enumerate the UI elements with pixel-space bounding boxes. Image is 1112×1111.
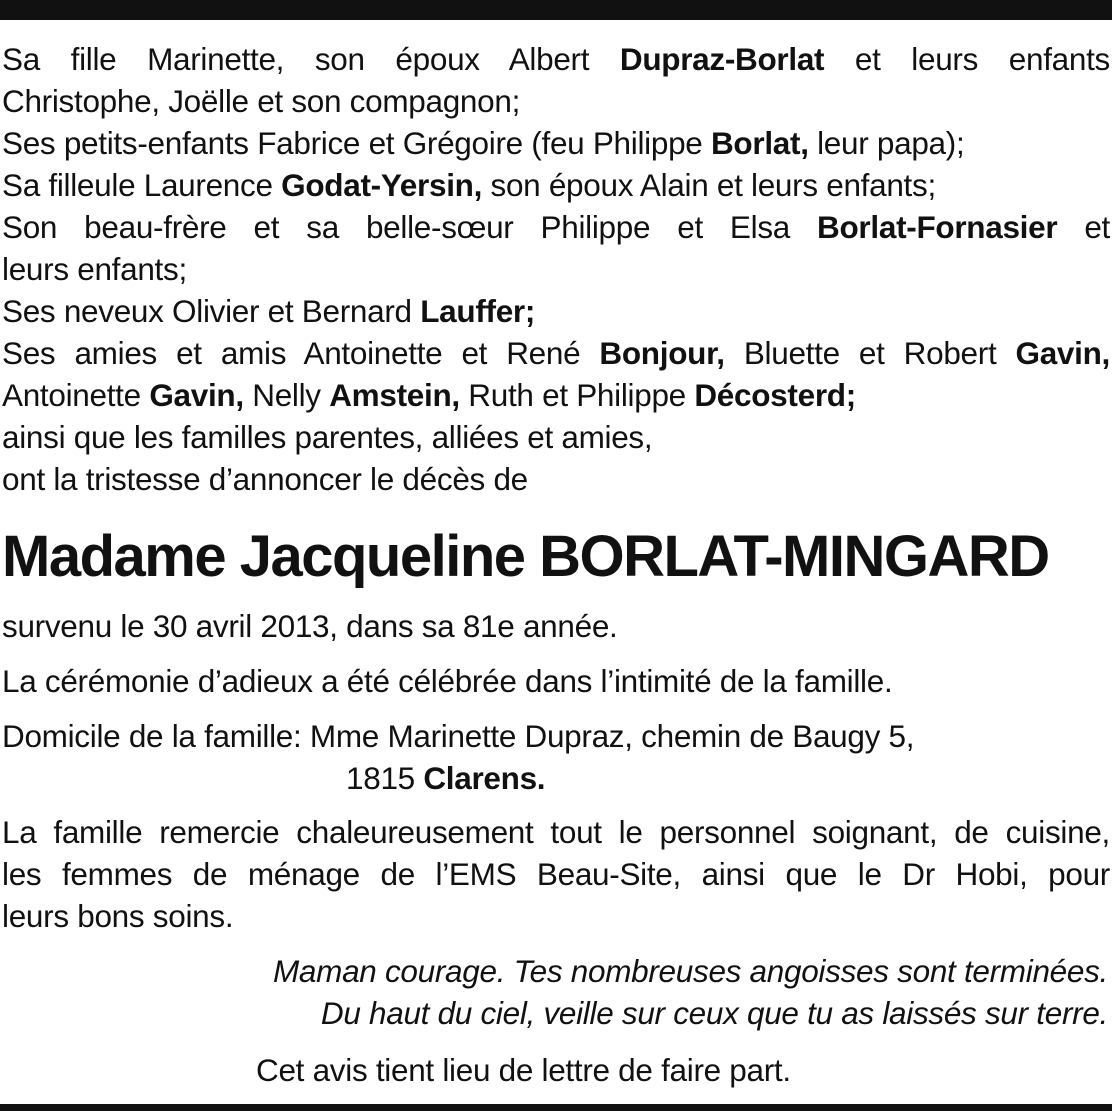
family-line: ont la tristesse d’annoncer le décès de [2, 461, 528, 497]
family-line: Sa filleule Laurence Godat-Yersin, son époux Alain et leurs enfants; [2, 167, 936, 203]
family-address-line: Domicile de la famille: Mme Marinette Dupraz, chemin de Baugy 5, [2, 718, 915, 754]
top-rule [0, 0, 1112, 20]
family-line: Ses petits-enfants Fabrice et Grégoire (feu Philippe Borlat, leur papa); [2, 125, 965, 161]
deceased-name: Madame Jacqueline BORLAT-MINGARD [2, 524, 1049, 589]
family-line: Christophe, Joëlle et son compagnon; [2, 83, 521, 119]
notice-line: Cet avis tient lieu de lettre de faire part. [256, 1052, 791, 1088]
family-line: Ses amies et amis Antoinette et René Bonjour, Bluette et Robert Gavin, [2, 335, 1110, 371]
ceremony-line: La cérémonie d’adieux a été célébrée dans l’intimité de la famille. [2, 663, 893, 699]
bottom-rule [0, 1104, 1112, 1111]
thanks-line: leurs bons soins. [2, 898, 234, 934]
thanks-line: les femmes de ménage de l’EMS Beau-Site, ainsi que le Dr Hobi, pour [2, 856, 1110, 892]
family-line: Ses neveux Olivier et Bernard Lauffer; [2, 293, 536, 329]
family-line: leurs enfants; [2, 251, 187, 287]
thanks-line: La famille remercie chaleureusement tout le personnel soignant, de cuisine, [2, 814, 1110, 850]
family-line: ainsi que les familles parentes, alliées et amies, [2, 419, 653, 455]
family-address-city: 1815 Clarens. [346, 760, 546, 796]
family-line: Antoinette Gavin, Nelly Amstein, Ruth et Philippe Décosterd; [2, 377, 856, 413]
death-date-line: survenu le 30 avril 2013, dans sa 81e année. [2, 608, 618, 644]
quote-line: Du haut du ciel, veille sur ceux que tu as laissés sur terre. [320, 995, 1108, 1031]
family-line: Son beau-frère et sa belle-sœur Philippe et Elsa Borlat-Fornasier et [2, 209, 1110, 245]
quote-line: Maman courage. Tes nombreuses angoisses sont terminées. [272, 953, 1108, 989]
family-list [2, 38, 1110, 500]
family-line: Sa fille Marinette, son époux Albert Dupraz-Borlat et leurs enfants [2, 41, 1110, 77]
thanks-paragraph [2, 811, 1110, 937]
